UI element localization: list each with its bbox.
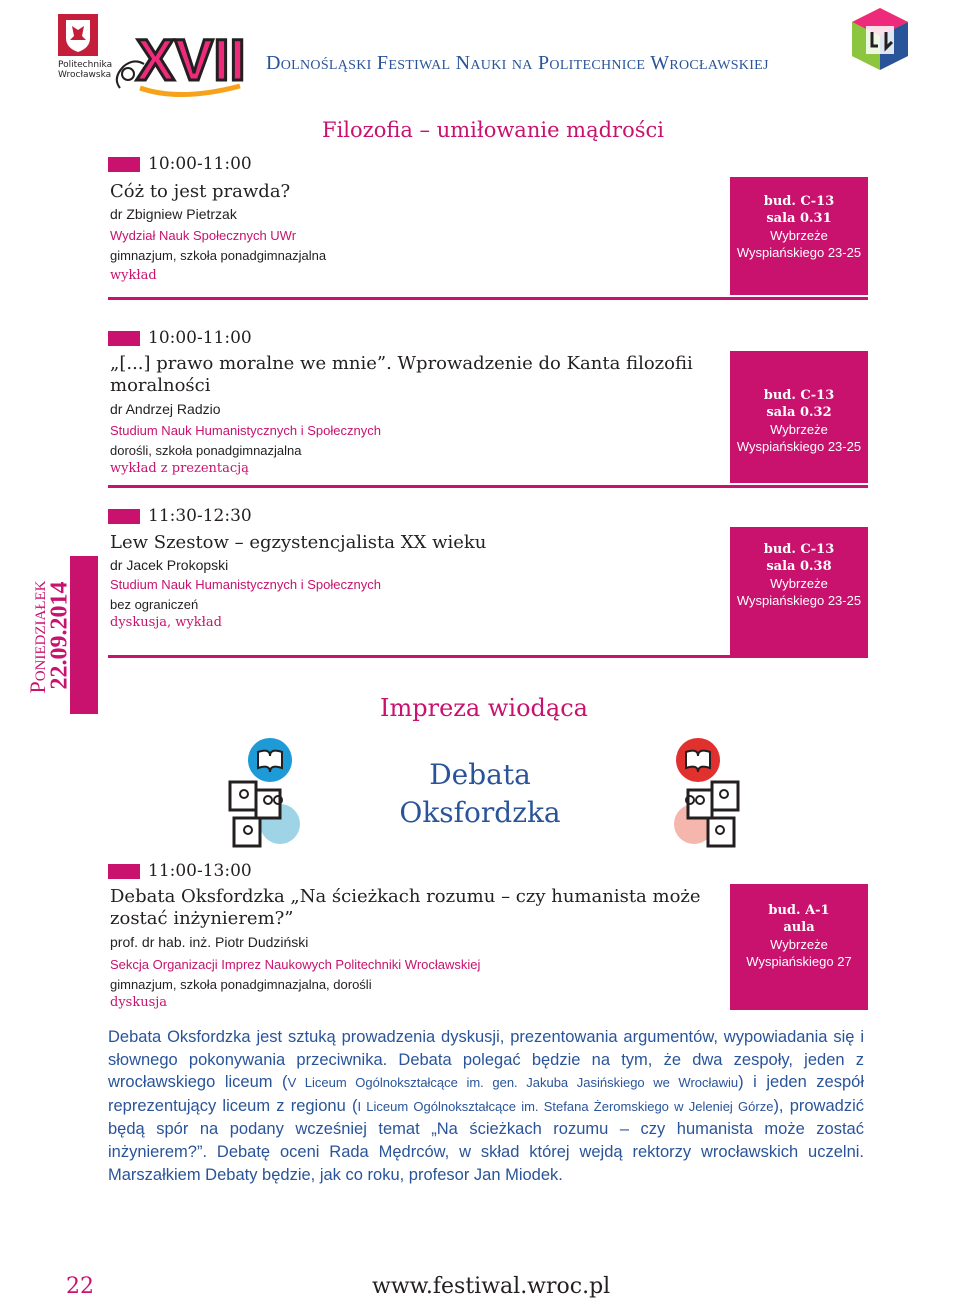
event-unit: Wydział Nauk Społecznych UWr xyxy=(110,228,297,243)
festival-cube-logo xyxy=(848,6,912,72)
side-day: Poniedziałek xyxy=(25,580,50,694)
description-school2: I Liceum Ogólnokształcące im. Stefana Żeromskiego w Jeleniej Górze xyxy=(357,1098,774,1114)
description-part3: ), prowadzić będą spór na podany wcześniej temat „Na ścieżkach rozumu – czy humanista może zostać inżynierem?”. Debatę oceni Rada Mędrców, w skład której wejdą rektorzy wrocławskich uczelni. Marszałkiem Debaty będzie, jak co roku, profesor Jan Miodek. xyxy=(108,1096,864,1184)
location-box xyxy=(730,884,868,1010)
university-logo xyxy=(58,14,113,84)
festival-title: Dolnośląski Festiwal Nauki na Politechnice Wrocławskiej xyxy=(266,52,769,74)
event-time: 10:00-11:00 xyxy=(148,328,252,348)
event-audience: gimnazjum, szkoła ponadgimnazjalna xyxy=(110,248,327,263)
time-marker xyxy=(108,331,140,346)
event-person: dr Zbigniew Pietrzak xyxy=(110,206,237,222)
event-unit: Sekcja Organizacji Imprez Naukowych Politechniki Wrocławskiej xyxy=(110,957,481,972)
footer-url[interactable]: www.festiwal.wroc.pl xyxy=(372,1274,611,1299)
divider xyxy=(108,297,868,300)
event-title: Cóż to jest prawda? xyxy=(110,181,291,202)
event-card xyxy=(108,154,868,297)
location-building: bud. C-13 xyxy=(763,388,835,403)
event-unit: Studium Nauk Humanistycznych i Społecznych xyxy=(110,577,381,592)
event-unit: Studium Nauk Humanistycznych i Społecznych xyxy=(110,423,381,438)
location-room: sala 0.38 xyxy=(766,559,832,574)
day-side-label xyxy=(10,556,90,714)
event-form: wykład xyxy=(110,268,157,283)
event-audience: gimnazjum, szkoła ponadgimnazjalna, dorośli xyxy=(110,977,372,992)
event-person: dr Andrzej Radzio xyxy=(110,401,221,417)
event-card xyxy=(108,506,868,659)
event-form: dyskusja, wykład xyxy=(110,615,222,630)
event-person: prof. dr hab. inż. Piotr Dudziński xyxy=(110,934,309,950)
debate-title-line1: Debata xyxy=(429,758,531,791)
event-card xyxy=(108,861,868,1014)
event-form: wykład z prezentacją xyxy=(110,461,249,476)
university-name: Politechnika Wrocławska xyxy=(58,60,113,80)
event-form: dyskusja xyxy=(110,995,168,1010)
location-address: Wyspiańskiego 27 xyxy=(746,954,852,969)
location-room: aula xyxy=(783,920,815,935)
location-street: Wybrzeże xyxy=(770,576,828,591)
side-date: 22.09.2014 xyxy=(46,581,73,690)
time-marker xyxy=(108,864,140,879)
location-room: sala 0.32 xyxy=(766,405,832,420)
description-school1: V Liceum Ogólnokształcące im. gen. Jakuba Jasińskiego we Wrocławiu xyxy=(287,1075,739,1091)
event-audience: dorośli, szkoła ponadgimnazjalna xyxy=(110,443,302,458)
description-part2: ) i jeden zespół reprezentujący liceum z regionu ( xyxy=(108,1073,864,1115)
description-part1: Debata Oksfordzka jest sztuką prowadzenia dyskusji, prezentowania argumentów, wypowiadania się i słownego pokonywania przeciwnika. Debata polegać będzie na tym, że dwa zespoły, jeden z wrocławskiego liceum ( xyxy=(108,1028,864,1092)
shield-icon xyxy=(58,14,98,56)
page-number: 22 xyxy=(66,1274,94,1299)
location-address: Wyspiańskiego 23-25 xyxy=(736,593,862,608)
debate-team-red-icon xyxy=(666,736,746,852)
event-card xyxy=(108,328,868,481)
time-marker xyxy=(108,509,140,524)
location-room: sala 0.31 xyxy=(766,211,832,226)
location-address: Wyspiańskiego 23-25 xyxy=(736,245,862,260)
event-time: 10:00-11:00 xyxy=(148,154,252,174)
edition-text: XVII xyxy=(136,28,246,93)
divider xyxy=(108,655,868,658)
location-building: bud. C-13 xyxy=(763,542,835,557)
time-marker xyxy=(108,157,140,172)
debate-description xyxy=(108,1026,864,1186)
event-time: 11:00-13:00 xyxy=(148,861,252,881)
event-person: dr Jacek Prokopski xyxy=(110,557,229,573)
event-title: Debata Oksfordzka „Na ścieżkach rozumu – czy humanista może zostać inżynierem?” xyxy=(110,886,701,929)
side-bar xyxy=(70,556,98,714)
location-box xyxy=(730,527,868,655)
event-time: 11:30-12:30 xyxy=(148,506,252,526)
debate-title-line2: Oksfordzka xyxy=(399,796,561,829)
section-title: Filozofia – umiłowanie mądrości xyxy=(322,118,664,142)
event-title: Lew Szestow – egzystencjalista XX wieku xyxy=(110,532,487,553)
lead-event-heading: Impreza wiodąca xyxy=(380,694,588,722)
debate-team-blue-icon xyxy=(222,736,302,852)
debate-title xyxy=(380,756,580,832)
location-address: Wyspiańskiego 23-25 xyxy=(736,439,862,454)
divider xyxy=(108,485,868,488)
location-box xyxy=(730,177,868,295)
location-building: bud. C-13 xyxy=(763,194,835,209)
location-street: Wybrzeże xyxy=(770,228,828,243)
location-box xyxy=(730,351,868,483)
event-title: „[...] prawo moralne we mnie”. Wprowadzenie do Kanta filozofii moralności xyxy=(110,353,693,396)
event-audience: bez ograniczeń xyxy=(110,597,199,612)
location-street: Wybrzeże xyxy=(770,937,828,952)
location-building: bud. A-1 xyxy=(768,903,830,918)
location-street: Wybrzeże xyxy=(770,422,828,437)
festival-edition-logo xyxy=(110,18,260,108)
